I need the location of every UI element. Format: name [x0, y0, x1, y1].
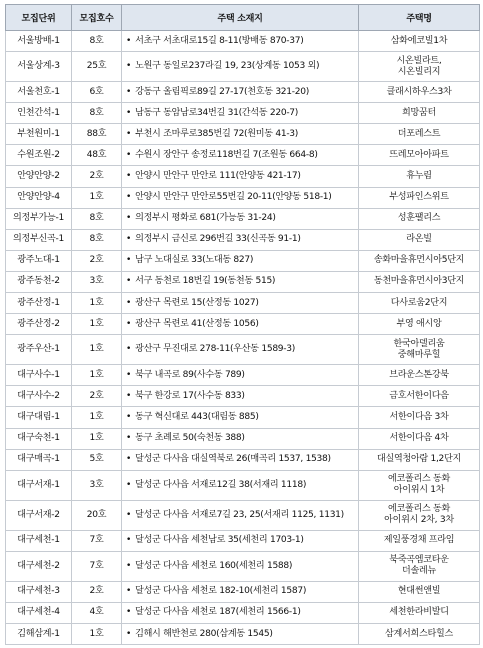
address-cell [122, 314, 359, 335]
address-cell [122, 166, 359, 187]
count-cell: 1호 [72, 623, 122, 644]
housing-name-cell: 성훈팰리스 [359, 208, 480, 229]
address-cell [122, 271, 359, 292]
address-cell [122, 530, 359, 551]
address-cell [122, 52, 359, 82]
housing-table-container [5, 4, 479, 645]
count-cell: 2호 [72, 250, 122, 271]
count-cell: 4호 [72, 602, 122, 623]
housing-name-cell: 대실역청아람 1,2단지 [359, 449, 480, 470]
address-cell [122, 124, 359, 145]
unit-cell: 수원조원-2 [6, 145, 72, 166]
address-text: 안양시 만안구 만안로 111(안양동 421-17) [135, 171, 301, 182]
address-cell [122, 386, 359, 407]
unit-cell: 대구세천-1 [6, 530, 72, 551]
bullet-icon: • [126, 454, 132, 465]
bullet-icon: • [126, 149, 132, 160]
address-cell [122, 602, 359, 623]
address-text: 서초구 서초대로15길 8-11(방배동 870-37) [135, 35, 304, 46]
unit-cell: 광주우산-1 [6, 335, 72, 365]
count-cell: 6호 [72, 82, 122, 103]
address-cell [122, 335, 359, 365]
unit-cell: 부천원미-1 [6, 124, 72, 145]
housing-name-cell: 부성파인스위트 [359, 187, 480, 208]
table-row [6, 500, 480, 530]
housing-name-cell: 휴누림 [359, 166, 480, 187]
address-text: 달성군 다사읍 세천남로 35(세천리 1703-1) [135, 535, 304, 546]
header-row [6, 5, 480, 31]
unit-cell: 대구매곡-1 [6, 449, 72, 470]
count-cell: 2호 [72, 166, 122, 187]
housing-name-cell: 에코폴리스 동화 아이위시 1차 [359, 470, 480, 500]
address-cell [122, 103, 359, 124]
table-row [6, 293, 480, 314]
bullet-icon: • [126, 255, 132, 266]
address-text: 달성군 다사읍 서재로7길 23, 25(서재리 1125, 1131) [135, 509, 344, 520]
bullet-icon: • [126, 369, 132, 380]
unit-cell: 대구서재-1 [6, 470, 72, 500]
housing-name-cell: 더포레스트 [359, 124, 480, 145]
unit-cell: 의정부가능-1 [6, 208, 72, 229]
unit-cell: 안양안양-2 [6, 166, 72, 187]
table-row [6, 52, 480, 82]
bullet-icon: • [126, 128, 132, 139]
housing-name-cell: 브라운스톤강북 [359, 365, 480, 386]
address-text: 달성군 다사읍 대실역북로 26(매곡리 1537, 1538) [135, 454, 331, 465]
address-cell [122, 551, 359, 581]
housing-name-cell: 서한이다음 3차 [359, 407, 480, 428]
table-row [6, 229, 480, 250]
address-text: 의정부시 금신로 296번길 33(신곡동 91-1) [135, 234, 301, 245]
table-row [6, 82, 480, 103]
housing-name-cell: 세천한라비발디 [359, 602, 480, 623]
address-cell [122, 407, 359, 428]
housing-name-cell: 제일풍경채 프라임 [359, 530, 480, 551]
address-text: 김해시 해반천로 280(삼계동 1545) [135, 628, 273, 639]
address-text: 부천시 조마루로385번길 72(원미동 41-3) [135, 128, 299, 139]
address-text: 남구 노대실로 33(노대동 827) [135, 255, 254, 266]
housing-name-cell: 시온빌라트, 시온빌리지 [359, 52, 480, 82]
bullet-icon: • [126, 276, 132, 287]
address-text: 노원구 동일로237라길 19, 23(상계동 1053 외) [135, 61, 320, 72]
count-cell: 1호 [72, 187, 122, 208]
address-cell [122, 623, 359, 644]
address-text: 안양시 만안구 만안로55번길 20-11(안양동 518-1) [135, 192, 332, 203]
table-body [6, 31, 480, 645]
table-row [6, 470, 480, 500]
housing-name-cell: 한국아델리움 중해마루힐 [359, 335, 480, 365]
unit-cell: 광주동천-2 [6, 271, 72, 292]
header-name: 주택명 [359, 5, 480, 31]
bullet-icon: • [126, 390, 132, 401]
address-text: 달성군 다사읍 서재로12길 38(서재리 1118) [135, 479, 307, 490]
housing-name-cell: 희망꿈터 [359, 103, 480, 124]
address-cell [122, 500, 359, 530]
table-row [6, 365, 480, 386]
bullet-icon: • [126, 234, 132, 245]
address-cell [122, 293, 359, 314]
unit-cell: 대구서재-2 [6, 500, 72, 530]
bullet-icon: • [126, 318, 132, 329]
housing-name-cell: 뜨레모아아파트 [359, 145, 480, 166]
housing-name-cell: 라온빌 [359, 229, 480, 250]
address-text: 강동구 올림픽로89길 27-17(천호동 321-20) [135, 86, 309, 97]
address-cell [122, 449, 359, 470]
table-row [6, 208, 480, 229]
count-cell: 1호 [72, 314, 122, 335]
table-row [6, 314, 480, 335]
count-cell: 5호 [72, 449, 122, 470]
count-cell: 2호 [72, 386, 122, 407]
housing-name-cell: 북죽곡엠코타운 더솔레뉴 [359, 551, 480, 581]
table-row [6, 250, 480, 271]
count-cell: 2호 [72, 581, 122, 602]
housing-name-cell: 에코폴리스 동화 아이위시 2차, 3차 [359, 500, 480, 530]
housing-name-cell: 다사로움2단지 [359, 293, 480, 314]
address-cell [122, 581, 359, 602]
address-text: 서구 동천로 18번길 19(동천동 515) [135, 276, 276, 287]
table-row [6, 386, 480, 407]
count-cell: 1호 [72, 335, 122, 365]
housing-name-cell: 클래시하우스3차 [359, 82, 480, 103]
count-cell: 8호 [72, 208, 122, 229]
table-row [6, 602, 480, 623]
count-cell: 3호 [72, 271, 122, 292]
table-row [6, 145, 480, 166]
bullet-icon: • [126, 86, 132, 97]
address-cell [122, 229, 359, 250]
unit-cell: 대구숙천-1 [6, 428, 72, 449]
bullet-icon: • [126, 213, 132, 224]
bullet-icon: • [126, 411, 132, 422]
unit-cell: 서울방배-1 [6, 31, 72, 52]
housing-name-cell: 삼화에코빌1차 [359, 31, 480, 52]
bullet-icon: • [126, 61, 132, 72]
unit-cell: 대구사수-2 [6, 386, 72, 407]
count-cell: 88호 [72, 124, 122, 145]
table-row [6, 31, 480, 52]
housing-name-cell: 서한이다음 4차 [359, 428, 480, 449]
unit-cell: 안양안양-4 [6, 187, 72, 208]
table-row [6, 449, 480, 470]
address-cell [122, 187, 359, 208]
address-cell [122, 208, 359, 229]
address-text: 의정부시 평화로 681(가능동 31-24) [135, 213, 276, 224]
unit-cell: 의정부신곡-1 [6, 229, 72, 250]
address-cell [122, 82, 359, 103]
count-cell: 3호 [72, 470, 122, 500]
address-text: 달성군 다사읍 세천로 182-10(세천리 1587) [135, 586, 307, 597]
count-cell: 7호 [72, 551, 122, 581]
unit-cell: 대구사수-1 [6, 365, 72, 386]
header-address: 주택 소재지 [122, 5, 359, 31]
count-cell: 1호 [72, 365, 122, 386]
housing-name-cell: 현대썬앤빌 [359, 581, 480, 602]
unit-cell: 서울천호-1 [6, 82, 72, 103]
header-unit: 모집단위 [6, 5, 72, 31]
table-row [6, 623, 480, 644]
unit-cell: 광주노대-1 [6, 250, 72, 271]
housing-table [5, 4, 480, 645]
unit-cell: 서울상계-3 [6, 52, 72, 82]
address-text: 북구 한강로 17(사수동 833) [135, 390, 245, 401]
bullet-icon: • [126, 628, 132, 639]
table-row [6, 103, 480, 124]
address-text: 북구 내곡로 89(사수동 789) [135, 369, 245, 380]
unit-cell: 대구세천-3 [6, 581, 72, 602]
count-cell: 1호 [72, 293, 122, 314]
unit-cell: 대구세천-4 [6, 602, 72, 623]
unit-cell: 광주산정-2 [6, 314, 72, 335]
bullet-icon: • [126, 171, 132, 182]
bullet-icon: • [126, 107, 132, 118]
unit-cell: 대구세천-2 [6, 551, 72, 581]
bullet-icon: • [126, 35, 132, 46]
address-text: 광산구 목련로 41(산정동 1056) [135, 318, 259, 329]
housing-name-cell: 송화마을휴먼시아5단지 [359, 250, 480, 271]
bullet-icon: • [126, 509, 132, 520]
bullet-icon: • [126, 535, 132, 546]
table-row [6, 335, 480, 365]
count-cell: 1호 [72, 428, 122, 449]
table-row [6, 530, 480, 551]
bullet-icon: • [126, 433, 132, 444]
address-text: 동구 초례로 50(숙천동 388) [135, 433, 245, 444]
address-text: 달성군 다사읍 세천로 160(세천리 1588) [135, 560, 293, 571]
bullet-icon: • [126, 586, 132, 597]
bullet-icon: • [126, 560, 132, 571]
address-cell [122, 365, 359, 386]
address-text: 광산구 무진대로 278-11(우산동 1589-3) [135, 344, 296, 355]
table-row [6, 187, 480, 208]
bullet-icon: • [126, 344, 132, 355]
address-cell [122, 250, 359, 271]
unit-cell: 김해삼계-1 [6, 623, 72, 644]
count-cell: 8호 [72, 229, 122, 250]
count-cell: 25호 [72, 52, 122, 82]
count-cell: 7호 [72, 530, 122, 551]
housing-name-cell: 금호서한이다음 [359, 386, 480, 407]
table-row [6, 551, 480, 581]
address-cell [122, 31, 359, 52]
header-count: 모집호수 [72, 5, 122, 31]
bullet-icon: • [126, 192, 132, 203]
count-cell: 8호 [72, 103, 122, 124]
housing-name-cell: 부영 애시앙 [359, 314, 480, 335]
table-row [6, 124, 480, 145]
count-cell: 1호 [72, 407, 122, 428]
address-cell [122, 428, 359, 449]
address-text: 수원시 장안구 송정로118번길 7(조원동 664-8) [135, 149, 318, 160]
count-cell: 20호 [72, 500, 122, 530]
address-text: 광산구 목련로 15(산정동 1027) [135, 297, 259, 308]
housing-name-cell: 동천마을휴먼시아3단지 [359, 271, 480, 292]
table-row [6, 271, 480, 292]
bullet-icon: • [126, 607, 132, 618]
count-cell: 8호 [72, 31, 122, 52]
unit-cell: 광주산정-1 [6, 293, 72, 314]
address-text: 동구 혁신대로 443(대림동 885) [135, 411, 259, 422]
table-row [6, 407, 480, 428]
bullet-icon: • [126, 297, 132, 308]
bullet-icon: • [126, 479, 132, 490]
housing-name-cell: 삼계서희스타힐스 [359, 623, 480, 644]
address-text: 남동구 동암남로34번길 31(간석동 220-7) [135, 107, 299, 118]
address-cell [122, 145, 359, 166]
table-row [6, 428, 480, 449]
table-row [6, 166, 480, 187]
count-cell: 48호 [72, 145, 122, 166]
address-cell [122, 470, 359, 500]
unit-cell: 대구대림-1 [6, 407, 72, 428]
table-row [6, 581, 480, 602]
address-text: 달성군 다사읍 세천로 187(세천리 1566-1) [135, 607, 301, 618]
unit-cell: 인천간석-1 [6, 103, 72, 124]
